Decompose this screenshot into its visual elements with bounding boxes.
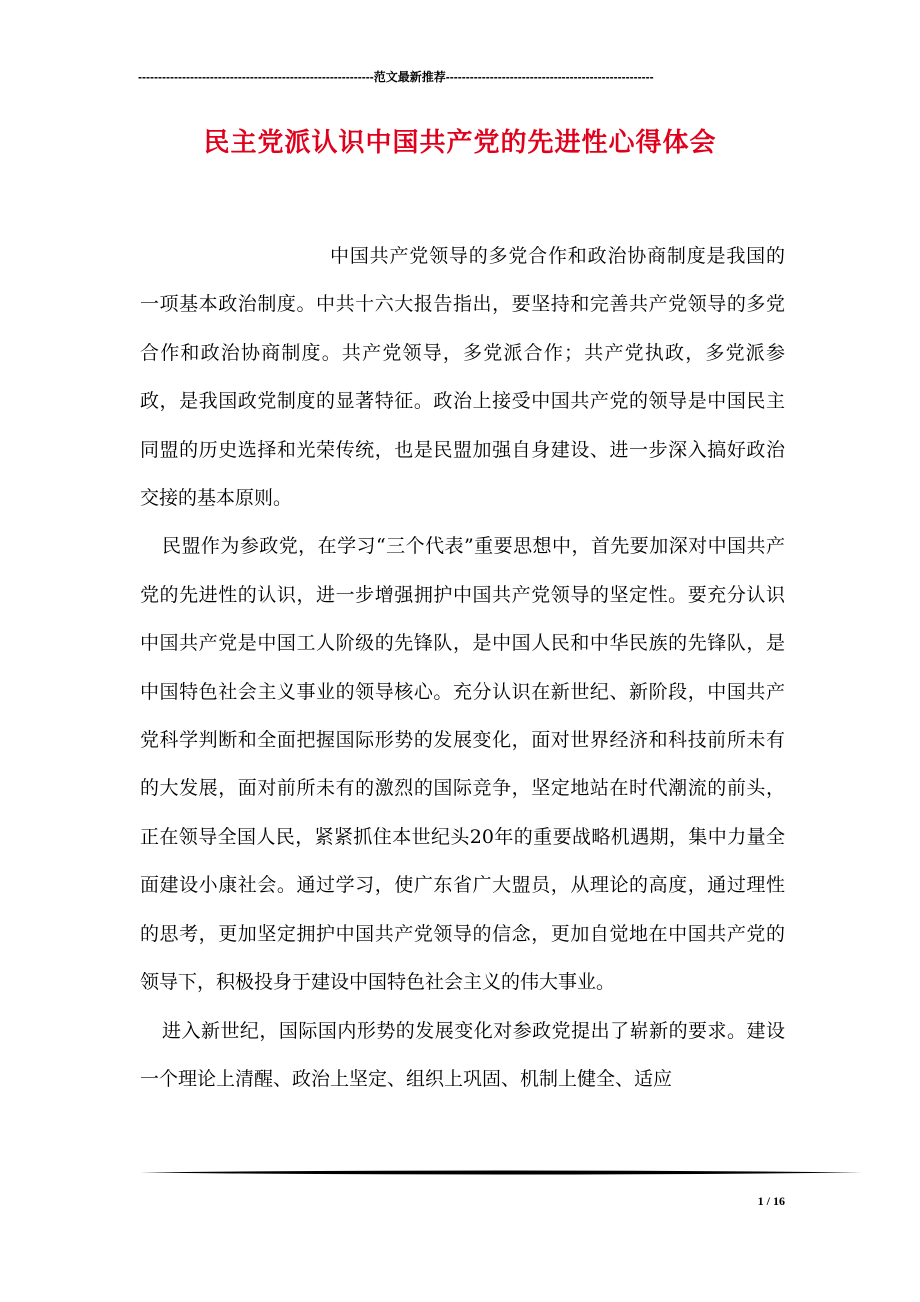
paragraph: 民盟作为参政党，在学习“三个代表”重要思想中，首先要加深对中国共产党的先进性的认识，进一步增强拥护中国共产党领导的坚定性。要充分认识中国共产党是中国工人阶级的先锋队，是中国人民和中华民族的先锋队，是中国特色社会主义事业的领导核心。充分认识在新世纪、新阶段，中国共产党科学判断和全面把握国际形势的发展变化，面对世界经济和科技前所未有的大发展，面对前所未有的激烈的国际竞争，坚定地站在时代潮流的前头，正在领导全国人民，紧紧抓住本世纪头20年的重要战略机遇期，集中力量全面建设小康社会。通过学习，使广东省广大盟员，从理论的高度，通过理性的思考，更加坚定拥护中国共产党领导的信念，更加自觉地在中国共产党的领导下，积极投身于建设中国特色社会主义的伟大事业。 bbox=[140, 535, 785, 994]
header-label: 范文最新推荐 bbox=[373, 70, 446, 84]
paragraph: 中国共产党领导的多党合作和政治协商制度是我国的一项基本政治制度。中共十六大报告指出，要坚持和完善共产党领导的多党合作和政治协商制度。共产党领导，多党派合作；共产党执政，多党派参政，是我国政党制度的显著特征。政治上接受中国共产党的领导是中国民主同盟的历史选择和光荣传统，也是民盟加强自身建设、进一步深入搞好政治交接的基本原则。 bbox=[140, 245, 785, 510]
paragraph: 进入新世纪，国际国内形势的发展变化对参政党提出了崭新的要求。建设一个理论上清醒、政治上坚定、组织上巩固、机制上健全、适应 bbox=[140, 1019, 785, 1090]
footer-rule bbox=[140, 1170, 862, 1175]
page-header bbox=[138, 68, 778, 85]
document-body bbox=[140, 232, 785, 1103]
header-right-dashes: ---------------------------------------------------- bbox=[445, 70, 654, 84]
header-left-dashes: ----------------------------------------------------------- bbox=[138, 70, 374, 84]
page-number: 1 / 16 bbox=[757, 1194, 785, 1208]
document-title: 民主党派认识中国共产党的先进性心得体会 bbox=[203, 128, 717, 158]
